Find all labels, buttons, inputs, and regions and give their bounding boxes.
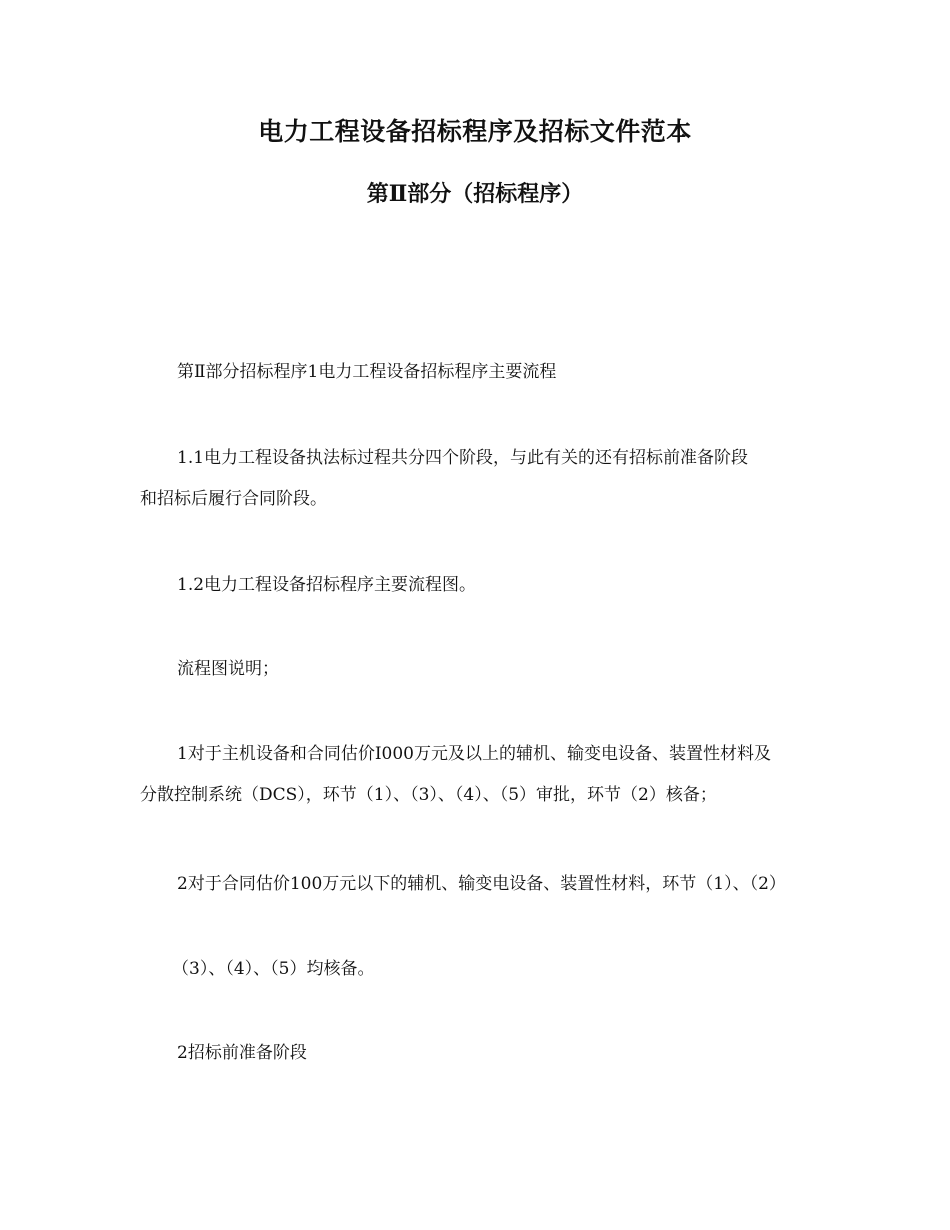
text-line: 1.2电力工程设备招标程序主要流程图。 <box>177 575 477 595</box>
paragraph-note-2-continued <box>172 951 844 988</box>
paragraph-1-1 <box>140 440 812 518</box>
text-line: 1对于主机设备和合同估价I000万元及以上的辅机、输变电设备、装置性材料及 <box>177 744 771 764</box>
paragraph-note-2 <box>140 866 812 903</box>
document-subtitle: 第Ⅱ部分（招标程序） <box>366 181 584 207</box>
paragraph-section-1-heading <box>140 354 812 391</box>
paragraph-1-2 <box>140 567 812 604</box>
text-line: 2招标前准备阶段 <box>177 1043 307 1063</box>
text-line: 流程图说明； <box>177 659 279 679</box>
text-line: 2对于合同估价100万元以下的辅机、输变电设备、装置性材料，环节（1）、（2） <box>177 874 786 894</box>
text-line: （3）、（4）、（5）均核备。 <box>172 959 375 979</box>
paragraph-section-2-heading <box>140 1035 812 1072</box>
paragraph-note-1 <box>140 736 812 814</box>
text-line: 第Ⅱ部分招标程序1电力工程设备招标程序主要流程 <box>177 362 557 382</box>
text-line: 和招标后履行合同阶段。 <box>140 489 327 509</box>
text-line: 分散控制系统（DCS），环节（1）、（3）、（4）、（5）审批，环节（2）核备； <box>140 785 717 805</box>
text-line: 1.1电力工程设备执法标过程共分四个阶段，与此有关的还有招标前准备阶段 <box>177 448 749 468</box>
document-title: 电力工程设备招标程序及招标文件范本 <box>258 117 692 146</box>
paragraph-flowchart-note <box>140 651 812 688</box>
